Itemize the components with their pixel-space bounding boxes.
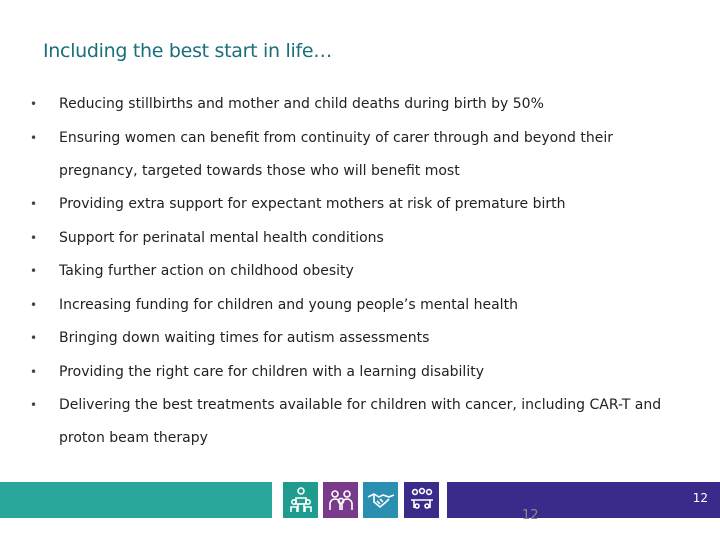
list-item bbox=[30, 88, 690, 121]
meeting-icon bbox=[404, 482, 439, 518]
bullet-text: Providing extra support for expectant mothers at risk of premature birth bbox=[59, 196, 566, 212]
list-item bbox=[30, 222, 690, 255]
bullet-text: Reducing stillbirths and mother and child deaths during birth by 50% bbox=[59, 96, 544, 112]
bullet-text: Increasing funding for children and young people’s mental health bbox=[59, 296, 518, 313]
list-item bbox=[30, 289, 690, 322]
people-group-icon bbox=[323, 482, 358, 518]
bullet-list bbox=[30, 88, 690, 456]
slide-title: Including the best start in life… bbox=[43, 40, 332, 62]
bullet-text: Providing the right care for children with a learning disability bbox=[59, 363, 484, 380]
bullet-marker: • bbox=[30, 197, 38, 211]
bullet-text: Taking further action on childhood obesity bbox=[59, 263, 354, 279]
list-item bbox=[30, 188, 690, 221]
bullet-marker: • bbox=[30, 297, 38, 312]
bullet-text: Bringing down waiting times for autism assessments bbox=[59, 330, 430, 346]
bullet-text: Support for perinatal mental health conditions bbox=[59, 229, 384, 246]
list-item bbox=[30, 122, 690, 188]
slide-number: 12 bbox=[692, 491, 708, 505]
footer-indigo-band bbox=[447, 482, 720, 518]
bullet-marker: • bbox=[30, 331, 38, 345]
footer-band bbox=[0, 482, 720, 522]
list-item bbox=[30, 255, 690, 288]
bullet-text: Delivering the best treatments available for children with cancer, including CAR-T and proton beam therapy bbox=[59, 397, 662, 446]
list-item bbox=[30, 322, 690, 355]
bullet-marker: • bbox=[30, 364, 38, 379]
bullet-marker: • bbox=[30, 398, 38, 412]
slide-number-placeholder: 12 bbox=[522, 508, 539, 523]
handshake-icon bbox=[363, 482, 398, 518]
list-item bbox=[30, 356, 690, 389]
bullet-marker: • bbox=[30, 130, 38, 145]
bullet-marker: • bbox=[30, 97, 38, 111]
footer-teal-band bbox=[0, 482, 272, 518]
list-item bbox=[30, 389, 690, 455]
bullet-marker: • bbox=[30, 230, 38, 245]
family-icon bbox=[283, 482, 318, 518]
bullet-text: Ensuring women can benefit from continuity of carer through and beyond their pregnancy, targeted towards those who will benefit most bbox=[59, 129, 613, 179]
bullet-marker: • bbox=[30, 264, 38, 278]
